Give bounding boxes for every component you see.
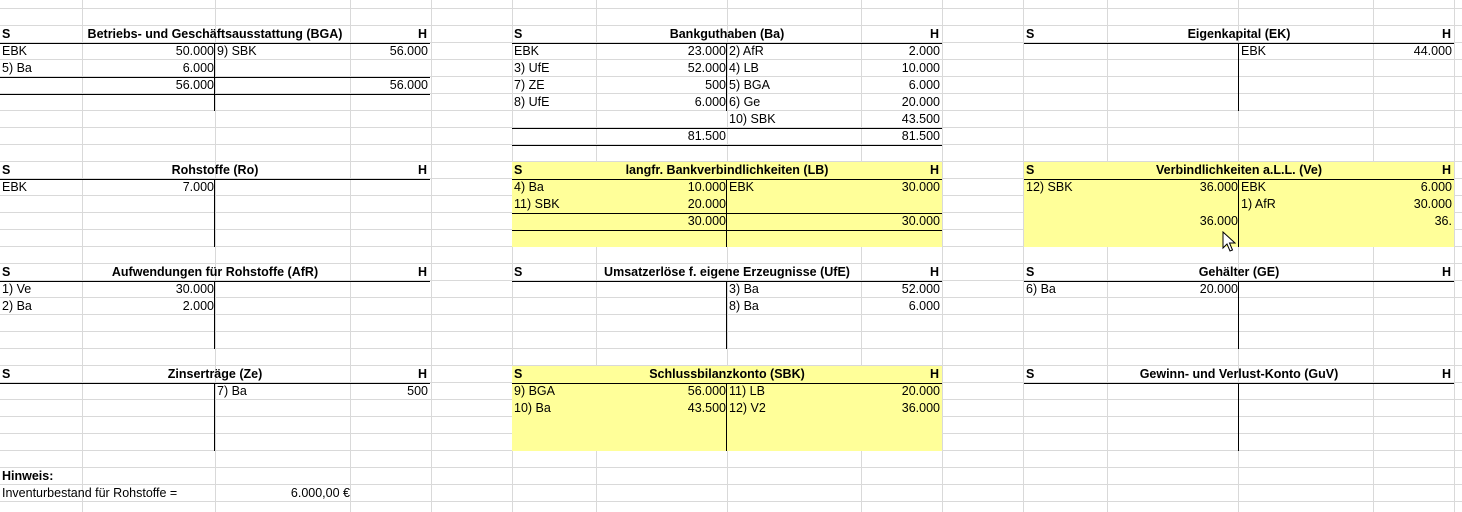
soll-label[interactable]: S xyxy=(1026,27,1035,41)
account-header-line xyxy=(1024,281,1454,282)
sum-line xyxy=(0,77,430,78)
credit-entry-amount[interactable]: 44.000 xyxy=(1413,44,1452,58)
debit-entry-amount[interactable]: 10.000 xyxy=(687,180,726,194)
haben-label[interactable]: H xyxy=(929,27,939,41)
t-account xyxy=(1024,366,1454,451)
account-header xyxy=(512,366,942,383)
account-header-line xyxy=(0,179,430,180)
soll-label[interactable]: S xyxy=(514,163,523,177)
account-header-line xyxy=(1024,179,1454,180)
soll-label[interactable]: S xyxy=(1026,265,1035,279)
account-header-line xyxy=(512,383,942,384)
debit-entry-amount[interactable]: 43.500 xyxy=(687,401,726,415)
mouse-pointer-icon xyxy=(1222,231,1236,253)
debit-entry-amount[interactable]: 23.000 xyxy=(687,44,726,58)
account-divider-line xyxy=(214,179,215,247)
t-account xyxy=(1024,264,1454,349)
account-header xyxy=(512,26,942,43)
credit-entry-label[interactable]: 10) SBK xyxy=(729,112,776,126)
debit-total[interactable]: 81.500 xyxy=(687,129,726,143)
account-header xyxy=(0,264,430,281)
sum-line xyxy=(512,213,942,214)
debit-total[interactable]: 36.000 xyxy=(1199,214,1238,228)
credit-entry-label[interactable]: EBK xyxy=(729,180,755,194)
debit-entry-amount[interactable]: 56.000 xyxy=(687,384,726,398)
debit-entry-label[interactable]: EBK xyxy=(514,44,540,58)
t-account xyxy=(1024,162,1454,247)
account-title[interactable]: Rohstoffe (Ro) xyxy=(171,163,259,177)
account-title[interactable]: Zinserträge (Ze) xyxy=(167,367,263,381)
debit-total[interactable]: 56.000 xyxy=(175,78,214,92)
t-account xyxy=(0,264,430,349)
credit-entry-label[interactable]: 7) Ba xyxy=(217,384,247,398)
account-header xyxy=(512,264,942,281)
debit-entry-amount[interactable]: 2.000 xyxy=(182,299,214,313)
account-title[interactable]: Verbindlichkeiten a.L.L. (Ve) xyxy=(1155,163,1322,177)
haben-label[interactable]: H xyxy=(929,163,939,177)
account-divider-line xyxy=(726,383,727,451)
debit-entry-label[interactable]: 8) UfE xyxy=(514,95,550,109)
t-account xyxy=(512,26,942,143)
haben-label[interactable]: H xyxy=(417,265,427,279)
haben-label[interactable]: H xyxy=(1441,163,1451,177)
debit-entry-amount[interactable]: 20.000 xyxy=(687,197,726,211)
account-divider-line xyxy=(1238,281,1239,349)
debit-entry-label[interactable]: 3) UfE xyxy=(514,61,550,75)
account-header xyxy=(0,366,430,383)
account-header xyxy=(1024,264,1454,281)
account-header xyxy=(1024,366,1454,383)
soll-label[interactable]: S xyxy=(514,265,523,279)
debit-entry-amount[interactable]: 7.000 xyxy=(182,180,214,194)
t-account xyxy=(1024,26,1454,111)
account-header-line xyxy=(512,179,942,180)
credit-entry-amount[interactable]: 6.000 xyxy=(908,299,940,313)
credit-entry-amount[interactable]: 56.000 xyxy=(389,44,428,58)
soll-label[interactable]: S xyxy=(514,367,523,381)
account-header-line xyxy=(512,43,942,44)
double-sum-line xyxy=(512,145,942,146)
account-header xyxy=(1024,162,1454,179)
credit-entry-label[interactable]: 4) LB xyxy=(729,61,759,75)
credit-entry-amount[interactable]: 20.000 xyxy=(901,384,940,398)
debit-entry-label[interactable]: 7) ZE xyxy=(514,78,545,92)
account-header xyxy=(0,26,430,43)
t-account xyxy=(0,162,430,247)
haben-label[interactable]: H xyxy=(929,265,939,279)
credit-entry-amount[interactable]: 30.000 xyxy=(901,180,940,194)
account-header-line xyxy=(0,43,430,44)
soll-label[interactable]: S xyxy=(2,367,11,381)
debit-entry-label[interactable]: 5) Ba xyxy=(2,61,32,75)
credit-entry-label[interactable]: EBK xyxy=(1241,180,1267,194)
debit-entry-label[interactable]: 2) Ba xyxy=(2,299,32,313)
t-account xyxy=(0,26,430,111)
credit-entry-amount[interactable]: 30.000 xyxy=(1413,197,1452,211)
account-header-line xyxy=(512,281,942,282)
debit-entry-label[interactable]: 1) Ve xyxy=(2,282,32,296)
debit-entry-amount[interactable]: 6.000 xyxy=(694,95,726,109)
soll-label[interactable]: S xyxy=(2,163,11,177)
sum-line xyxy=(512,128,942,129)
debit-entry-amount[interactable]: 50.000 xyxy=(175,44,214,58)
account-divider-line xyxy=(726,43,727,111)
t-account xyxy=(0,366,430,451)
credit-total[interactable]: 56.000 xyxy=(389,78,428,92)
credit-total[interactable]: 36. xyxy=(1434,214,1452,228)
account-title[interactable]: Aufwendungen für Rohstoffe (AfR) xyxy=(111,265,319,279)
credit-entry-label[interactable]: 12) V2 xyxy=(729,401,766,415)
credit-entry-amount[interactable]: 10.000 xyxy=(901,61,940,75)
debit-entry-amount[interactable]: 52.000 xyxy=(687,61,726,75)
credit-entry-label[interactable]: 5) BGA xyxy=(729,78,770,92)
account-divider-line xyxy=(214,281,215,349)
debit-entry-label[interactable]: 11) SBK xyxy=(514,197,560,211)
account-header xyxy=(0,162,430,179)
credit-entry-label[interactable]: 6) Ge xyxy=(729,95,761,109)
hint-title: Hinweis: xyxy=(2,469,54,483)
account-header-line xyxy=(1024,383,1454,384)
debit-entry-label[interactable]: 12) SBK xyxy=(1026,180,1073,194)
t-account xyxy=(512,264,942,349)
account-title[interactable]: Betriebs- und Geschäftsausstattung (BGA) xyxy=(87,27,343,41)
soll-label[interactable]: S xyxy=(1026,163,1035,177)
account-title[interactable]: Umsatzerlöse f. eigene Erzeugnisse (UfE) xyxy=(604,265,850,279)
account-divider-line xyxy=(214,383,215,451)
account-title[interactable]: langfr. Bankverbindlichkeiten (LB) xyxy=(625,163,829,177)
account-header-line xyxy=(1024,43,1454,44)
debit-entry-amount[interactable]: 30.000 xyxy=(175,282,214,296)
credit-entry-label[interactable]: 3) Ba xyxy=(729,282,759,296)
credit-entry-label[interactable]: 1) AfR xyxy=(1241,197,1276,211)
debit-entry-amount[interactable]: 500 xyxy=(705,78,726,92)
credit-entry-label[interactable]: 9) SBK xyxy=(217,44,257,58)
debit-entry-label[interactable]: 4) Ba xyxy=(514,180,544,194)
haben-label[interactable]: H xyxy=(1441,367,1451,381)
debit-entry-label[interactable]: EBK xyxy=(2,44,28,58)
debit-entry-label[interactable]: 10) Ba xyxy=(514,401,551,415)
soll-label[interactable]: S xyxy=(514,27,523,41)
account-title[interactable]: Gehälter (GE) xyxy=(1198,265,1280,279)
double-sum-line xyxy=(0,94,430,95)
credit-entry-amount[interactable]: 6.000 xyxy=(908,78,940,92)
account-divider-line xyxy=(1238,383,1239,451)
credit-entry-label[interactable]: 11) LB xyxy=(729,384,765,398)
haben-label[interactable]: H xyxy=(417,367,427,381)
credit-entry-label[interactable]: 2) AfR xyxy=(729,44,764,58)
t-account xyxy=(512,162,942,247)
account-divider-line xyxy=(1238,179,1239,247)
credit-entry-label[interactable]: 8) Ba xyxy=(729,299,759,313)
t-account xyxy=(512,366,942,451)
soll-label[interactable]: S xyxy=(2,265,11,279)
account-header xyxy=(512,162,942,179)
credit-total[interactable]: 81.500 xyxy=(901,129,940,143)
hint-value[interactable]: 6.000,00 € xyxy=(290,486,350,500)
haben-label[interactable]: H xyxy=(929,367,939,381)
haben-label[interactable]: H xyxy=(1441,27,1451,41)
account-title[interactable]: Schlussbilanzkonto (SBK) xyxy=(649,367,805,381)
soll-label[interactable]: S xyxy=(2,27,11,41)
soll-label[interactable]: S xyxy=(1026,367,1035,381)
credit-entry-amount[interactable]: 500 xyxy=(407,384,428,398)
debit-entry-amount[interactable]: 6.000 xyxy=(182,61,214,75)
credit-entry-amount[interactable]: 43.500 xyxy=(901,112,940,126)
haben-label[interactable]: H xyxy=(417,27,427,41)
account-header-line xyxy=(0,281,430,282)
debit-entry-label[interactable]: EBK xyxy=(2,180,28,194)
credit-entry-label[interactable]: EBK xyxy=(1241,44,1267,58)
debit-entry-amount[interactable]: 36.000 xyxy=(1199,180,1238,194)
account-title[interactable]: Bankguthaben (Ba) xyxy=(669,27,785,41)
haben-label[interactable]: H xyxy=(417,163,427,177)
credit-entry-amount[interactable]: 36.000 xyxy=(901,401,940,415)
hint-text: Inventurbestand für Rohstoffe = xyxy=(2,486,178,500)
account-divider-line xyxy=(726,281,727,349)
haben-label[interactable]: H xyxy=(1441,265,1451,279)
credit-entry-amount[interactable]: 20.000 xyxy=(901,95,940,109)
credit-entry-amount[interactable]: 6.000 xyxy=(1420,180,1452,194)
credit-total[interactable]: 30.000 xyxy=(901,214,940,228)
account-header xyxy=(1024,26,1454,43)
credit-entry-amount[interactable]: 52.000 xyxy=(901,282,940,296)
debit-entry-label[interactable]: 6) Ba xyxy=(1026,282,1056,296)
account-header-line xyxy=(0,383,430,384)
debit-entry-label[interactable]: 9) BGA xyxy=(514,384,555,398)
account-title[interactable]: Eigenkapital (EK) xyxy=(1187,27,1291,41)
double-sum-line xyxy=(512,230,942,231)
account-divider-line xyxy=(1238,43,1239,111)
debit-total[interactable]: 30.000 xyxy=(687,214,726,228)
credit-entry-amount[interactable]: 2.000 xyxy=(908,44,940,58)
account-title[interactable]: Gewinn- und Verlust-Konto (GuV) xyxy=(1139,367,1339,381)
debit-entry-amount[interactable]: 20.000 xyxy=(1199,282,1238,296)
